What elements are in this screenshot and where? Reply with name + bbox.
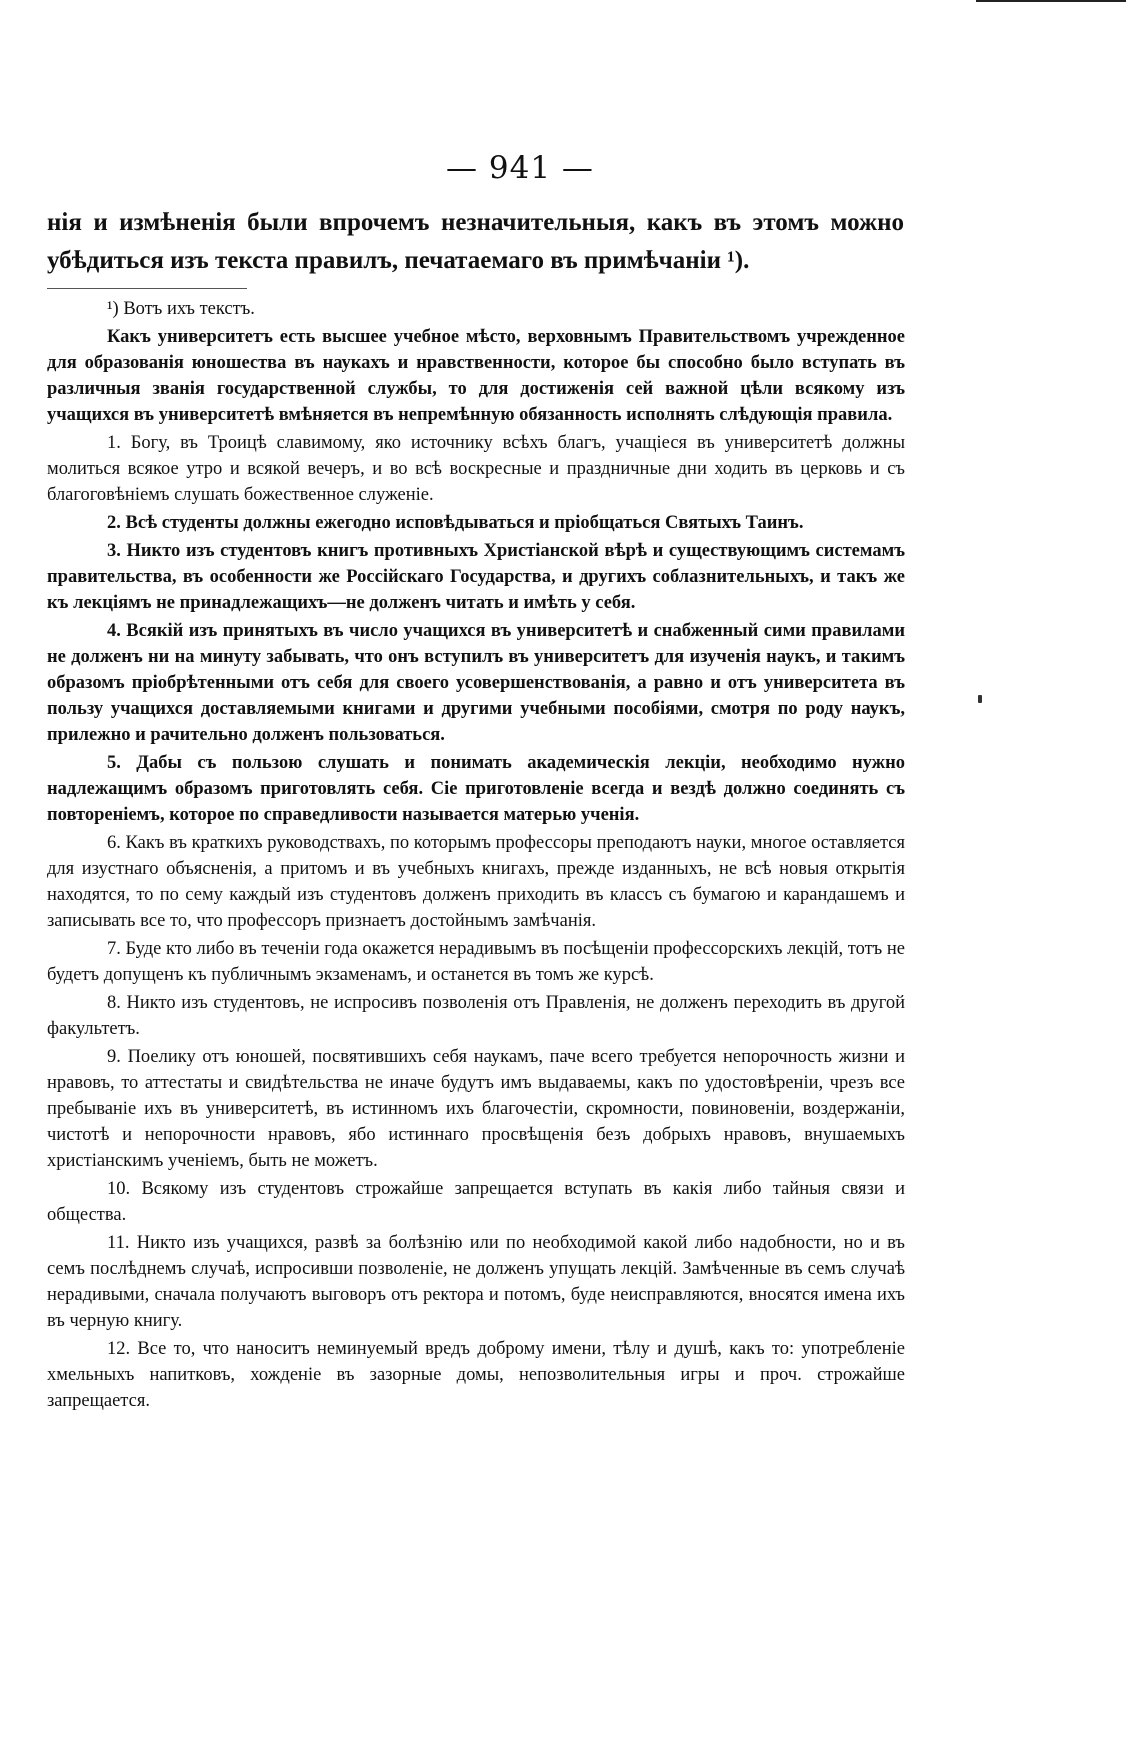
footnote-preamble: Какъ университетъ есть высшее учебное мѣсто, верховнымъ Правительствомъ учрежденное для образованія юношества въ наукахъ и нравственности, которое бы способно было вступать въ различныя званія государственной службы, то для достиженія сей важной цѣли всякому изъ учащихся въ университетѣ вмѣняется въ непремѣнную обязанность исполнять слѣдующія правила. — [47, 327, 905, 425]
rule-12: 12. Все то, что наноситъ неминуемый вредъ доброму имени, тѣлу и душѣ, какъ то: употребленіе хмельныхъ напитковъ, хожденіе въ зазорные домы, непозволительныя игры и проч. строжайше запрещается. — [47, 1339, 905, 1411]
rule-6: 6. Какъ въ краткихъ руководствахъ, по которымъ профессоры преподаютъ науки, многое оставляется для изустнаго объясненія, а притомъ и въ учебныхъ книгахъ, прежде изданныхъ, не всѣ новыя открытія находятся, то по сему каждый изъ студентовъ долженъ приходить въ классъ съ бумагою и карандашемъ и записывать все то, что профессоръ признаетъ достойнымъ замѣчанія. — [47, 833, 905, 931]
corner-rule — [976, 0, 1126, 2]
rule-1: 1. Богу, въ Троицѣ славимому, яко источнику всѣхъ благъ, учащіеся въ университетѣ должны молиться всякое утро и всякой вечеръ, и во всѣ воскресные и праздничные дни ходить въ церковь и съ благоговѣніемъ слушать божественное служеніе. — [47, 433, 905, 505]
footnote-intro: ¹) Вотъ ихъ текстъ. — [107, 299, 255, 319]
rule-11: 11. Никто изъ учащихся, развѣ за болѣзнію или по необходимой какой либо надобности, но и въ семъ послѣднемъ случаѣ, испросивши позволеніе, не долженъ упущать лекцій. Замѣченные въ семъ случаѣ нерадивыми, сначала получаютъ выговоръ отъ ректора и потомъ, буде неисправляются, вносятся имена ихъ въ черную книгу. — [47, 1233, 905, 1331]
footnote — [47, 296, 905, 1416]
rule-4: 4. Всякій изъ принятыхъ въ число учащихся въ университетѣ и снабженный сими правилами не долженъ ни на минуту забывать, что онъ вступилъ въ университетъ для изученія наукъ, и такимъ образомъ пріобрѣтенными отъ себя для своего усовершенствованія, а равно и отъ университета въ пользу учащихся доставляемыми книгами и другими учебными пособіями, смотря по роду наукъ, прилежно и рачительно долженъ пользоваться. — [47, 621, 905, 745]
margin-mark — [978, 695, 982, 703]
main-text: нія и измѣненія были впрочемъ незначительныя, какъ въ этомъ можно убѣдиться изъ текста правилъ, печатаемаго въ примѣчаніи ¹). — [47, 209, 904, 274]
rule-9: 9. Поелику отъ юношей, посвятившихъ себя наукамъ, паче всего требуется непорочность жизни и нравовъ, то аттестаты и свидѣтельства не иначе будутъ имъ выдаваемы, какъ по удостовѣреніи, чрезъ все пребываніе ихъ въ университетѣ, въ истинномъ ихъ благочестіи, скромности, повиновеніи, воздержаніи, чистотѣ и непорочности нравовъ, ябо истиннаго просвѣщенія безъ добрыхъ нравовъ, внушаемыхъ христіанскимъ ученіемъ, быть не можетъ. — [47, 1047, 905, 1171]
rule-2: 2. Всѣ студенты должны ежегодно исповѣдываться и пріобщаться Святыхъ Таинъ. — [107, 513, 804, 533]
rule-7: 7. Буде кто либо въ теченіи года окажется нерадивымъ въ посѣщеніи профессорскихъ лекцій, тотъ не будетъ допущенъ къ публичнымъ экзаменамъ, и останется въ томъ же курсѣ. — [47, 939, 905, 985]
footnote-separator — [47, 288, 247, 289]
rule-5: 5. Дабы съ пользою слушать и понимать академическія лекціи, необходимо нужно надлежащимъ образомъ приготовлять себя. Сіе приготовленіе всегда и вездѣ должно соединять съ повтореніемъ, которое по справедливости называется матерью ученія. — [47, 753, 905, 825]
rule-3: 3. Никто изъ студентовъ книгъ противныхъ Христіанской вѣрѣ и существующимъ системамъ правительства, въ особенности же Россійскаго Государства, и другихъ соблазнительныхъ, и такъ же къ лекціямъ не принадлежащихъ—не долженъ читать и имѣть у себя. — [47, 541, 905, 613]
rule-10: 10. Всякому изъ студентовъ строжайше запрещается вступать въ какія либо тайныя связи и общества. — [47, 1179, 905, 1225]
page-number: — 941 — — [446, 150, 594, 186]
rule-8: 8. Никто изъ студентовъ, не испросивъ позволенія отъ Правленія, не долженъ переходить въ другой факультетъ. — [47, 993, 905, 1039]
